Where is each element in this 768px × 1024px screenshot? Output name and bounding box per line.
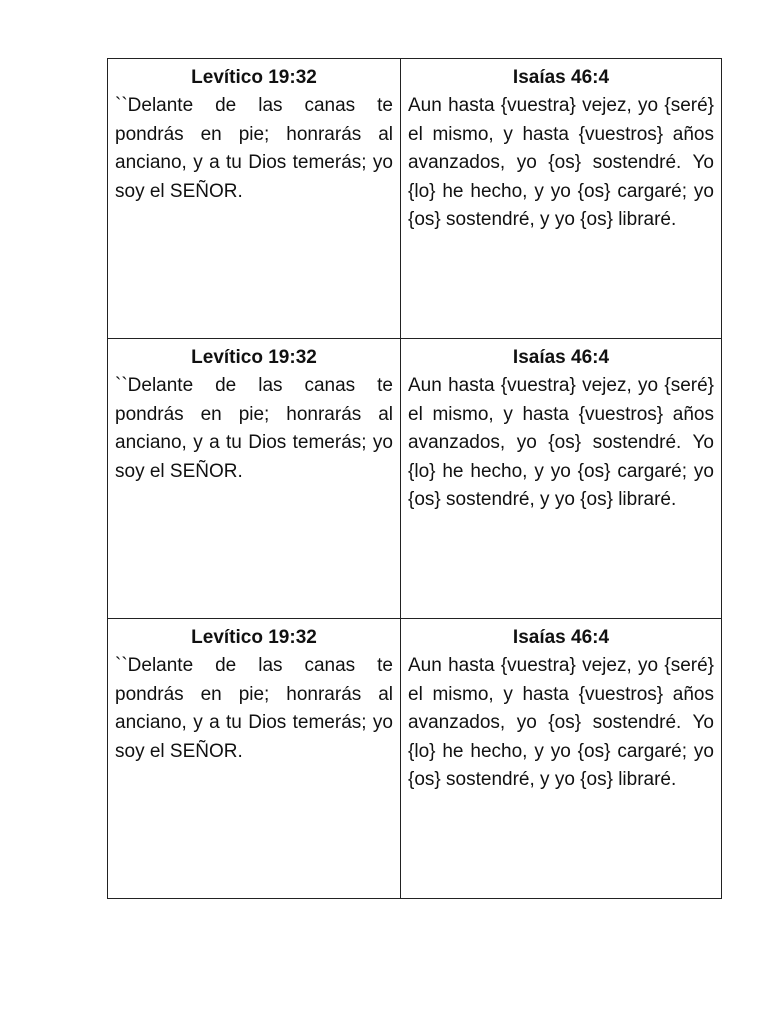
verse-reference: Isaías 46:4 (512, 627, 610, 648)
verse-card-leviticus (108, 59, 401, 339)
verse-reference: Levítico 19:32 (191, 347, 317, 368)
verse-card-isaiah (401, 59, 722, 339)
verse-card-isaiah (401, 619, 722, 899)
verse-row (108, 59, 722, 339)
verse-text: Aun hasta {vuestra} vejez, yo {seré} el mismo, y hasta {vuestros} años avanzados, yo {os} sostendré. Yo {lo} he hecho, y yo {os} cargaré; yo {os} sostendré, y yo {os} libraré. (408, 655, 714, 790)
verse-card-leviticus (108, 619, 401, 899)
verse-text: ``Delante de las canas te pondrás en pie; honrarás al anciano, y a tu Dios temerás; yo soy el SEÑOR. (115, 655, 393, 762)
verse-text: Aun hasta {vuestra} vejez, yo {seré} el mismo, y hasta {vuestros} años avanzados, yo {os} sostendré. Yo {lo} he hecho, y yo {os} cargaré; yo {os} sostendré, y yo {os} libraré. (408, 375, 714, 510)
verse-text: Aun hasta {vuestra} vejez, yo {seré} el mismo, y hasta {vuestros} años avanzados, yo {os} sostendré. Yo {lo} he hecho, y yo {os} cargaré; yo {os} sostendré, y yo {os} libraré. (408, 95, 714, 230)
verse-row (108, 619, 722, 899)
verse-row (108, 339, 722, 619)
verse-reference: Isaías 46:4 (512, 67, 610, 88)
verse-card-table (107, 58, 722, 899)
verse-card-isaiah (401, 339, 722, 619)
verse-reference: Isaías 46:4 (512, 347, 610, 368)
verse-text: ``Delante de las canas te pondrás en pie; honrarás al anciano, y a tu Dios temerás; yo soy el SEÑOR. (115, 375, 393, 482)
verse-card-leviticus (108, 339, 401, 619)
verse-text: ``Delante de las canas te pondrás en pie; honrarás al anciano, y a tu Dios temerás; yo soy el SEÑOR. (115, 95, 393, 202)
verse-reference: Levítico 19:32 (191, 67, 317, 88)
verse-reference: Levítico 19:32 (191, 627, 317, 648)
